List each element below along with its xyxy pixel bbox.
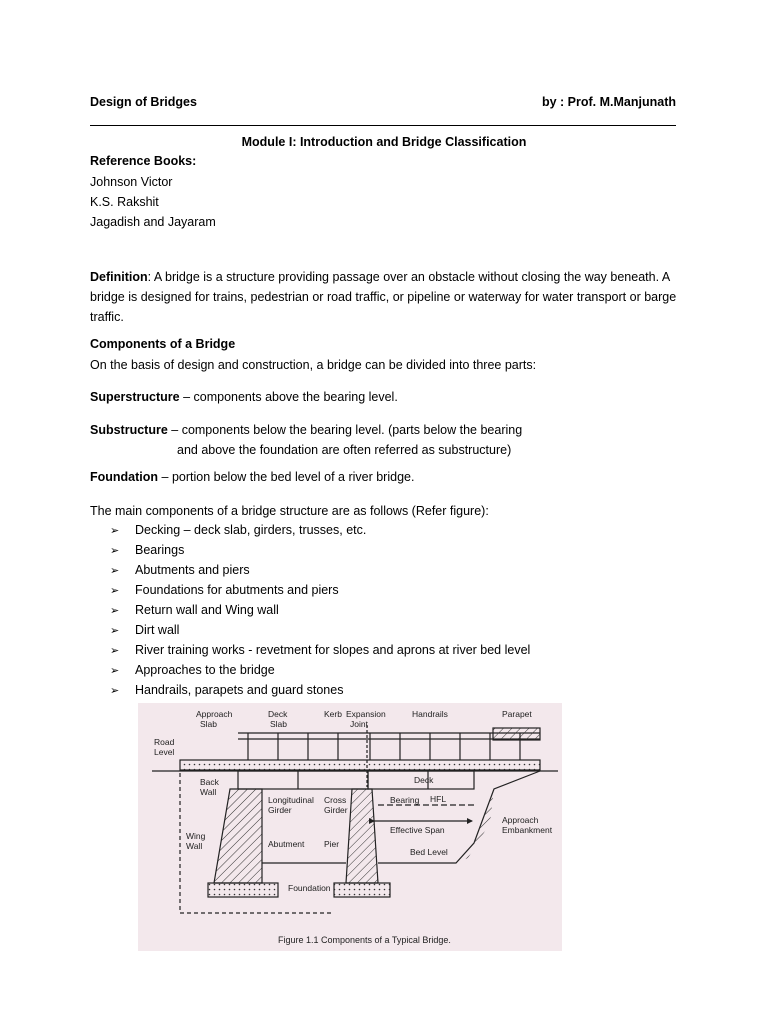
arrow-bullet-icon: ➢ xyxy=(110,685,120,697)
pier-foundation xyxy=(334,883,390,897)
label-effective-span: Effective Span xyxy=(390,825,445,835)
label-deck-slab: Slab xyxy=(270,719,288,729)
label-longitudinal-girder: Girder xyxy=(268,805,292,815)
definition-term: Definition xyxy=(90,270,148,284)
references-heading: Reference Books: xyxy=(90,154,197,168)
label-approach-embankment: Embankment xyxy=(502,825,553,835)
arrow-bullet-icon: ➢ xyxy=(110,545,120,557)
course-title: Design of Bridges xyxy=(90,95,197,109)
foundation-term: Foundation xyxy=(90,470,159,484)
arrow-bullet-icon: ➢ xyxy=(110,585,120,597)
foundation-text: – portion below the bed level of a river bridge. xyxy=(158,470,415,484)
label-expansion-joint: Joint xyxy=(350,719,368,729)
header-rule xyxy=(90,125,676,126)
arrow-bullet-icon: ➢ xyxy=(110,665,120,677)
list-item xyxy=(110,620,530,640)
list-item-text: Dirt wall xyxy=(135,623,180,637)
list-item-text: Approaches to the bridge xyxy=(135,663,275,677)
label-wing-wall: Wing xyxy=(186,831,206,841)
arrow-bullet-icon: ➢ xyxy=(110,625,120,637)
components-list xyxy=(110,520,530,700)
components-heading: Components of a Bridge xyxy=(90,337,236,351)
module-title: Module I: Introduction and Bridge Classification xyxy=(241,135,527,149)
reference-book: K.S. Rakshit xyxy=(90,195,159,209)
main-components-intro: The main components of a bridge structure are as follows (Refer figure): xyxy=(90,504,489,518)
substructure-continuation: and above the foundation are often referred as substructure) xyxy=(177,443,512,457)
list-item-text: Return wall and Wing wall xyxy=(135,603,279,617)
label-back-wall: Back xyxy=(200,777,219,787)
reference-book: Jagadish and Jayaram xyxy=(90,215,216,229)
parapet xyxy=(493,728,540,740)
substructure-line xyxy=(90,422,522,438)
label-pier: Pier xyxy=(324,839,340,849)
list-item xyxy=(110,520,530,540)
list-item xyxy=(110,560,530,580)
list-item-text: River training works - revetment for slopes and aprons at river bed level xyxy=(135,643,531,657)
list-item xyxy=(110,680,530,700)
label-bed-level: Bed Level xyxy=(410,847,448,857)
reference-book: Johnson Victor xyxy=(90,175,173,189)
list-item-text: Foundations for abutments and piers xyxy=(135,583,339,597)
figure-caption: Figure 1.1 Components of a Typical Bridge. xyxy=(278,935,451,945)
label-approach-slab: Slab xyxy=(200,719,218,729)
label-foundation: Foundation xyxy=(288,883,331,893)
pier xyxy=(346,789,378,883)
label-approach-embankment: Approach xyxy=(502,815,539,825)
definition-text: : A bridge is a structure providing passage over an obstacle without closing the way beneath. A bridge is designed for trains, pedestrian or road traffic, or pipeline or waterway for water transport or barge traffic. xyxy=(90,270,677,324)
label-kerb: Kerb xyxy=(324,709,342,719)
list-item-text: Handrails, parapets and guard stones xyxy=(135,683,344,697)
label-hfl: HFL xyxy=(430,794,447,804)
superstructure-term: Superstructure xyxy=(90,390,180,404)
arrow-bullet-icon: ➢ xyxy=(110,565,120,577)
arrow-bullet-icon: ➢ xyxy=(110,645,120,657)
label-handrails: Handrails xyxy=(412,709,448,719)
label-cross-girder: Girder xyxy=(324,805,348,815)
list-item xyxy=(110,600,530,620)
label-road-level: Road xyxy=(154,737,175,747)
list-item-text: Bearings xyxy=(135,543,185,557)
deck-slab xyxy=(180,760,540,770)
label-cross-girder: Cross xyxy=(324,795,347,805)
list-item-text: Decking – deck slab, girders, trusses, etc. xyxy=(135,523,367,537)
list-item xyxy=(110,640,530,660)
label-abutment: Abutment xyxy=(268,839,305,849)
label-approach-slab: Approach xyxy=(196,709,233,719)
components-intro: On the basis of design and construction, a bridge can be divided into three parts: xyxy=(90,358,537,372)
foundation-line xyxy=(90,469,414,485)
label-road-level: Level xyxy=(154,747,175,757)
label-wing-wall: Wall xyxy=(186,841,203,851)
author-line: by : Prof. M.Manjunath xyxy=(541,95,676,109)
label-longitudinal-girder: Longitudinal xyxy=(268,795,314,805)
arrow-bullet-icon: ➢ xyxy=(110,605,120,617)
list-item xyxy=(110,660,530,680)
label-deck: Deck xyxy=(414,775,434,785)
substructure-text: – components below the bearing level. (parts below the bearing xyxy=(167,423,523,437)
label-deck-slab: Deck xyxy=(268,709,288,719)
superstructure-text: – components above the bearing level. xyxy=(179,390,398,404)
substructure-term: Substructure xyxy=(90,423,168,437)
list-item-text: Abutments and piers xyxy=(135,563,250,577)
arrow-bullet-icon: ➢ xyxy=(110,525,120,537)
list-item xyxy=(110,580,530,600)
bridge-components-figure xyxy=(138,703,562,951)
superstructure-line xyxy=(90,389,398,405)
label-bearing: Bearing xyxy=(390,795,420,805)
label-back-wall: Wall xyxy=(200,787,217,797)
list-item xyxy=(110,540,530,560)
abutment-foundation xyxy=(208,883,278,897)
label-parapet: Parapet xyxy=(502,709,532,719)
label-expansion-joint: Expansion xyxy=(346,709,386,719)
definition-paragraph xyxy=(90,267,680,327)
